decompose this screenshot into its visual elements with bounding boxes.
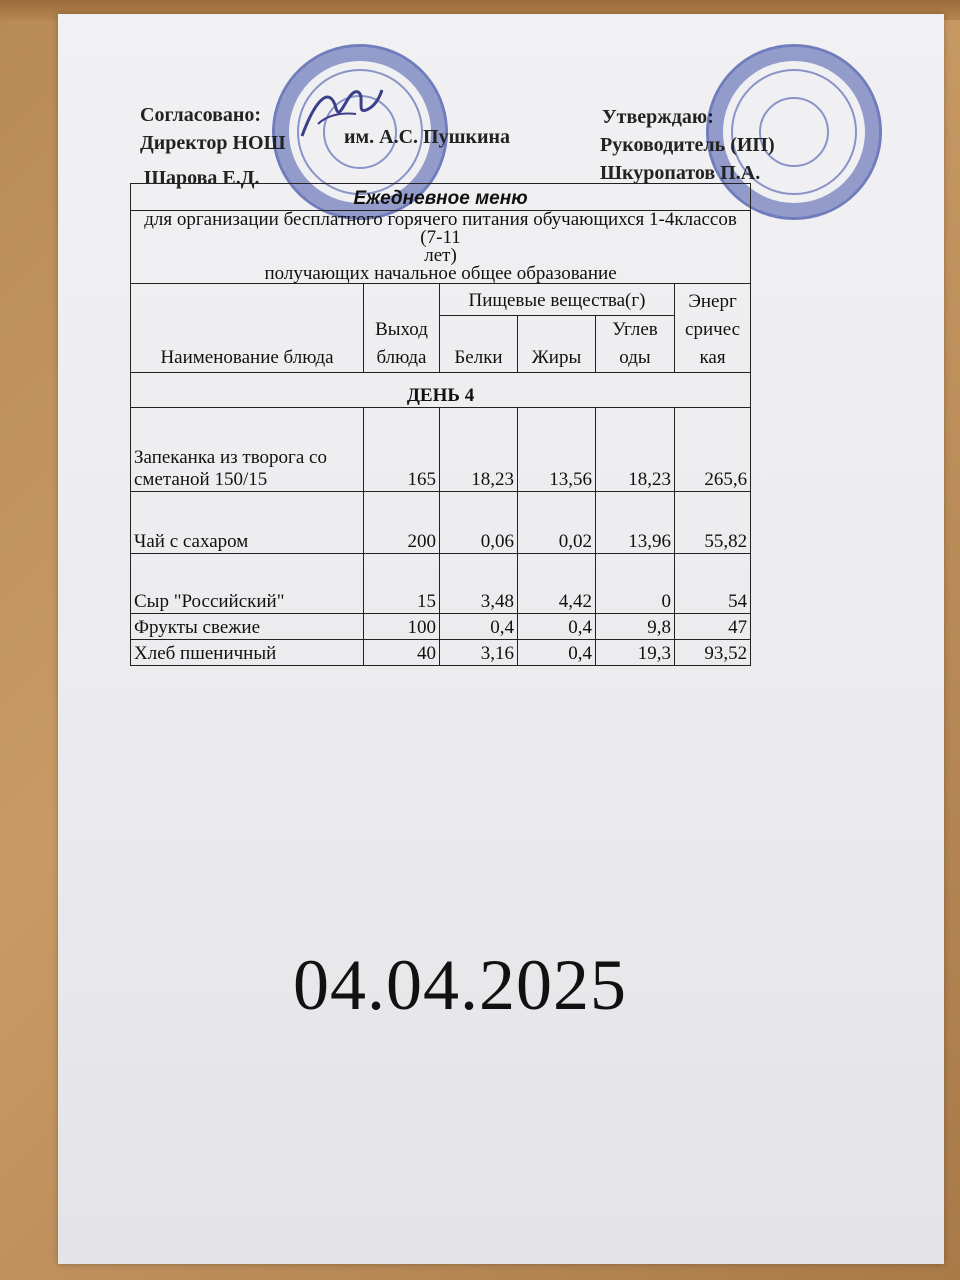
dish-energy: 265,6: [675, 408, 751, 492]
header-dish-name: Наименование блюда: [131, 284, 364, 373]
dish-output: 15: [364, 554, 440, 614]
header-output: Выход блюда: [364, 284, 440, 373]
director-label: Директор НОШ: [140, 132, 286, 154]
agreed-label: Согласовано:: [140, 104, 262, 126]
dish-protein: 3,48: [440, 554, 518, 614]
dish-output: 165: [364, 408, 440, 492]
dish-name: Сыр "Российский": [131, 554, 364, 614]
dish-output: 40: [364, 640, 440, 666]
school-name: им. А.С. Пушкина: [344, 126, 511, 148]
subtitle-line-2: лет): [424, 245, 457, 266]
daily-menu-table: [130, 183, 751, 666]
director-name: Шарова Е.Д.: [144, 167, 260, 189]
header-protein: Белки: [440, 316, 518, 373]
dish-protein: 18,23: [440, 408, 518, 492]
approve-label: Утверждаю:: [602, 106, 714, 128]
dish-protein: 3,16: [440, 640, 518, 666]
day-label: ДЕНЬ 4: [131, 373, 751, 408]
menu-subtitle: [131, 211, 751, 284]
dish-carbs: 13,96: [596, 492, 675, 554]
dish-fat: 0,4: [518, 614, 596, 640]
dish-output: 100: [364, 614, 440, 640]
header-nutrients: Пищевые вещества(г): [440, 284, 675, 316]
dish-carbs: 19,3: [596, 640, 675, 666]
table-row: [131, 640, 751, 666]
menu-date: 04.04.2025: [293, 945, 627, 1025]
header-carbs: Углев оды: [596, 316, 675, 373]
dish-fat: 0,4: [518, 640, 596, 666]
dish-name: Хлеб пшеничный: [131, 640, 364, 666]
dish-name: Фрукты свежие: [131, 614, 364, 640]
dish-name: Чай с сахаром: [131, 492, 364, 554]
dish-output: 200: [364, 492, 440, 554]
dish-fat: 4,42: [518, 554, 596, 614]
dish-carbs: 0: [596, 554, 675, 614]
dish-fat: 13,56: [518, 408, 596, 492]
dish-name: Запеканка из творога со сметаной 150/15: [131, 408, 364, 492]
dish-energy: 47: [675, 614, 751, 640]
table-row: [131, 614, 751, 640]
dish-carbs: 18,23: [596, 408, 675, 492]
header-fat: Жиры: [518, 316, 596, 373]
subtitle-line-3: получающих начальное общее образование: [264, 263, 617, 284]
dish-energy: 93,52: [675, 640, 751, 666]
dish-protein: 0,06: [440, 492, 518, 554]
manager-label: Руководитель (ИП): [600, 134, 775, 156]
menu-title: Ежедневное меню: [131, 184, 751, 211]
dish-protein: 0,4: [440, 614, 518, 640]
subtitle-line-1: для организации бесплатного горячего питания обучающихся 1-4классов (7-11: [144, 209, 737, 248]
header-energy: Энерг сричес кая: [675, 284, 751, 373]
manager-name: Шкуропатов П.А.: [600, 162, 761, 184]
dish-carbs: 9,8: [596, 614, 675, 640]
dish-fat: 0,02: [518, 492, 596, 554]
table-row: [131, 554, 751, 614]
table-row: [131, 492, 751, 554]
dish-energy: 54: [675, 554, 751, 614]
table-row: [131, 408, 751, 492]
dish-energy: 55,82: [675, 492, 751, 554]
